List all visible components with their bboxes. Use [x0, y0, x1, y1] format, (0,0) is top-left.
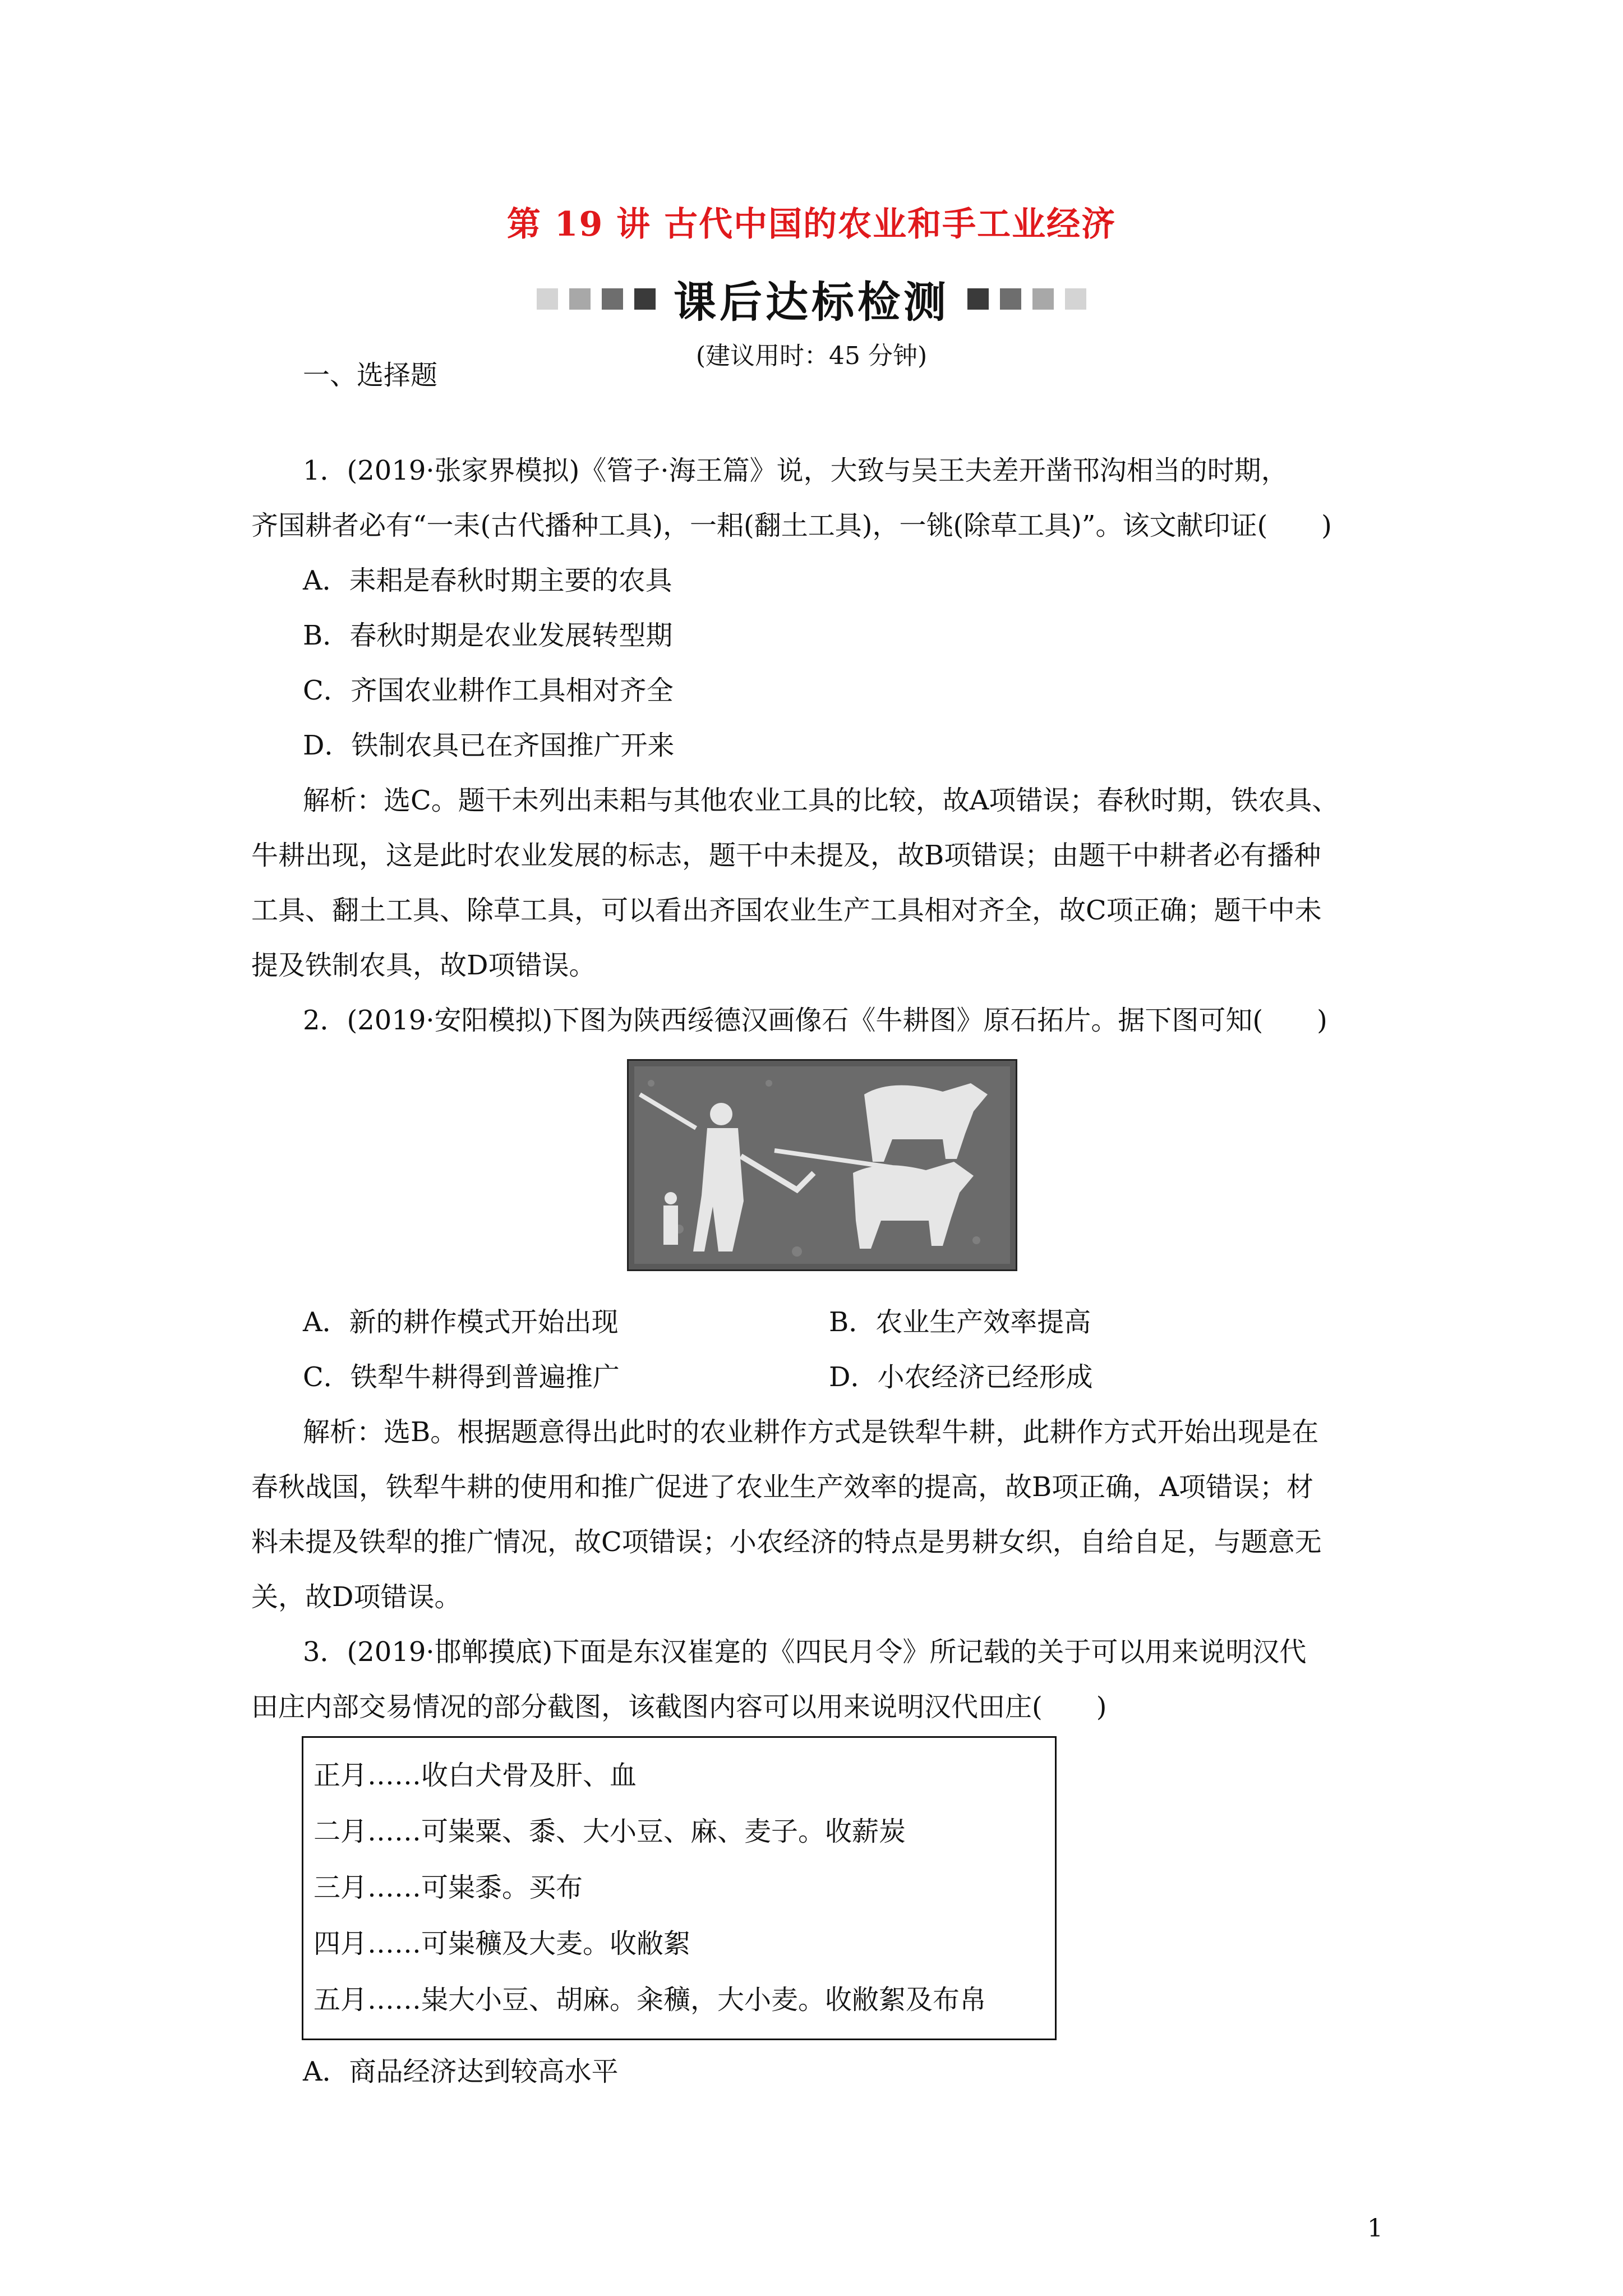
calendar-row: 二月……可粜粟、黍、大小豆、麻、麦子。收薪炭	[313, 1816, 906, 1847]
banner-square-icon	[602, 288, 623, 310]
banner-square-icon	[1065, 288, 1086, 310]
q1-analysis-line: 工具、翻土工具、除草工具，可以看出齐国农业生产工具相对齐全，故C项正确；题干中未	[251, 895, 1322, 926]
q1-option-a: A．耒耜是春秋时期主要的农具	[303, 565, 672, 596]
q2-analysis-line: 料未提及铁犁的推广情况，故C项错误；小农经济的特点是男耕女织，自给自足，与题意无	[251, 1526, 1322, 1558]
banner-square-icon	[569, 288, 591, 310]
banner-title: 课后达标检测	[674, 277, 949, 327]
q1-option-b: B．春秋时期是农业发展转型期	[303, 620, 673, 651]
q2-stem-line: 2．(2019·安阳模拟)下图为陕西绥德汉画像石《牛耕图》原石拓片。据下图可知( )	[303, 1005, 1327, 1036]
calendar-row: 四月……可粜穬及大麦。收敝絮	[313, 1928, 691, 1959]
banner-square-icon	[1000, 288, 1021, 310]
section-heading: 一、选择题	[303, 360, 438, 391]
q2-option-b: B．农业生产效率提高	[829, 1306, 1091, 1338]
page-title: 第 19 讲 古代中国的农业和手工业经济	[506, 205, 1117, 244]
q2-analysis-line: 解析：选B。根据题意得出此时的农业耕作方式是铁犁牛耕，此耕作方式开始出现是在	[303, 1416, 1319, 1448]
q1-option-c: C．齐国农业耕作工具相对齐全	[303, 675, 674, 706]
page-number: 1	[1367, 2214, 1383, 2243]
ox-plowing-rubbing-image	[627, 1059, 1017, 1271]
q3-stem-line: 田庄内部交易情况的部分截图，该截图内容可以用来说明汉代田庄( )	[251, 1691, 1107, 1723]
q2-option-a: A．新的耕作模式开始出现	[303, 1306, 619, 1338]
q1-analysis-line: 牛耕出现，这是此时农业发展的标志，题干中未提及，故B项错误；由题干中耕者必有播种	[251, 840, 1321, 871]
calendar-row: 正月……收白犬骨及肝、血	[313, 1760, 637, 1791]
q3-option-a: A．商品经济达到较高水平	[303, 2056, 619, 2087]
q2-option-d: D．小农经济已经形成	[829, 1361, 1093, 1393]
q2-analysis-line: 春秋战国，铁犁牛耕的使用和推广促进了农业生产效率的提高，故B项正确，A项错误；材	[251, 1471, 1313, 1503]
calendar-row: 三月……可粜黍。买布	[313, 1872, 583, 1903]
q2-option-c: C．铁犁牛耕得到普遍推广	[303, 1361, 620, 1393]
q1-stem-line: 1．(2019·张家界模拟)《管子·海王篇》说，大致与吴王夫差开凿邗沟相当的时期，	[303, 455, 1288, 486]
banner-square-icon	[634, 288, 656, 310]
banner-square-icon	[1032, 288, 1054, 310]
q2-analysis-line: 关，故D项错误。	[251, 1581, 462, 1613]
q1-stem-line: 齐国耕者必有“一耒(古代播种工具)，一耜(翻土工具)，一铫(除草工具)”。该文献印证( )	[251, 510, 1332, 541]
q3-stem-line: 3．(2019·邯郸摸底)下面是东汉崔寔的《四民月令》所记载的关于可以用来说明汉代	[303, 1636, 1307, 1668]
calendar-excerpt-box	[302, 1736, 1057, 2040]
banner-square-icon	[967, 288, 989, 310]
banner-square-icon	[537, 288, 558, 310]
time-hint: (建议用时：45 分钟)	[695, 342, 928, 370]
q1-option-d: D．铁制农具已在齐国推广开来	[303, 730, 675, 761]
q1-analysis-line: 提及铁制农具，故D项错误。	[251, 950, 596, 981]
banner	[0, 268, 1623, 329]
q1-analysis-line: 解析：选C。题干未列出耒耜与其他农业工具的比较，故A项错误；春秋时期，铁农具、	[303, 785, 1339, 816]
calendar-row: 五月……粜大小豆、胡麻。籴穬，大小麦。收敝絮及布帛	[313, 1984, 987, 2016]
